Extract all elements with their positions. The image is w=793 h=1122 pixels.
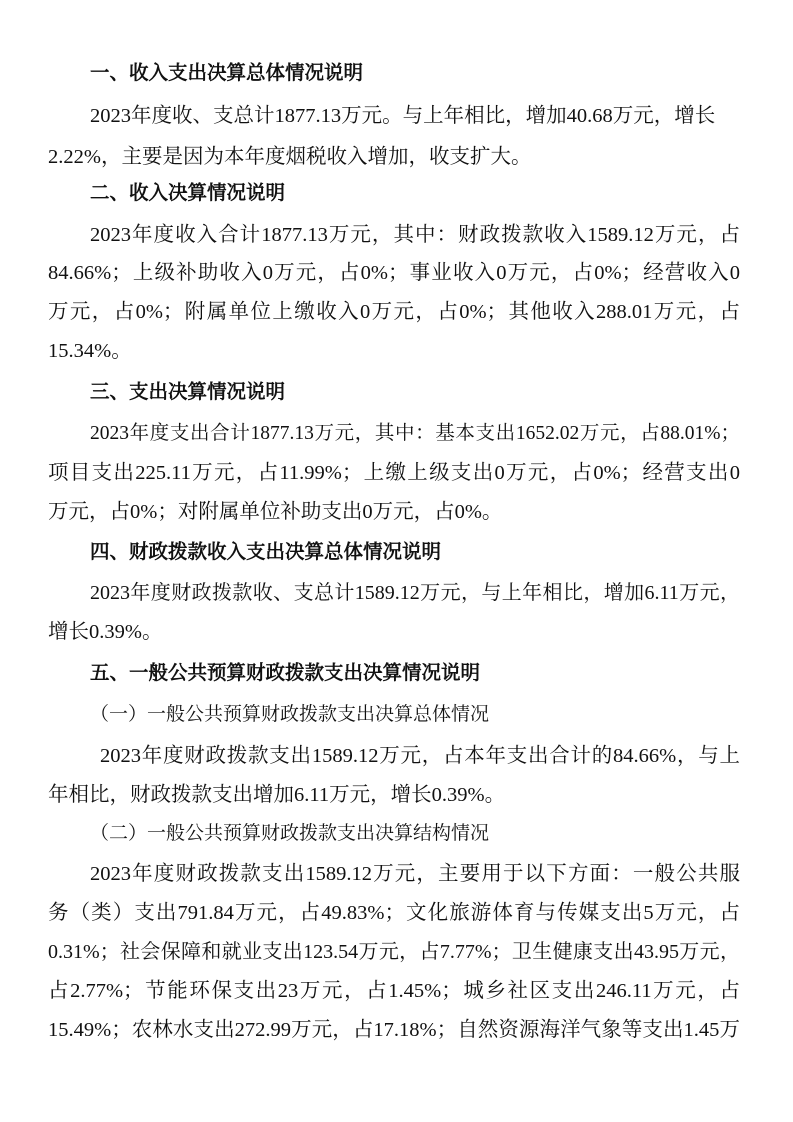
section-heading-5: 五、一般公共预算财政拨款支出决算情况说明 bbox=[90, 661, 481, 684]
subsection-heading-1: （一）一般公共预算财政拨款支出决算总体情况 bbox=[90, 703, 490, 725]
paragraph-line: 万元，占0%；附属单位上缴收入0万元，占0%；其他收入288.01万元，占 bbox=[48, 301, 740, 323]
section-heading-4: 四、财政拨款收入支出决算总体情况说明 bbox=[90, 540, 442, 563]
paragraph-line: 万元，占0%；对附属单位补助支出0万元，占0%。 bbox=[48, 501, 503, 523]
paragraph-line: 务（类）支出791.84万元，占49.83%；文化旅游体育与传媒支出5万元，占 bbox=[48, 902, 740, 924]
paragraph-line: 2023年度支出合计1877.13万元，其中：基本支出1652.02万元，占88.01%； bbox=[90, 423, 740, 444]
paragraph-line: 增长0.39%。 bbox=[48, 621, 163, 643]
subsection-heading-2: （二）一般公共预算财政拨款支出决算结构情况 bbox=[90, 822, 490, 844]
section-heading-3: 三、支出决算情况说明 bbox=[90, 380, 286, 403]
section-heading-2: 二、收入决算情况说明 bbox=[90, 181, 286, 204]
paragraph-line: 15.49%；农林水支出272.99万元，占17.18%；自然资源海洋气象等支出1.45万 bbox=[48, 1019, 740, 1041]
paragraph-line: 2023年度收入合计1877.13万元，其中：财政拨款收入1589.12万元，占 bbox=[90, 224, 740, 246]
paragraph-line: 年相比，财政拨款支出增加6.11万元，增长0.39%。 bbox=[48, 784, 506, 806]
paragraph-line: 15.34%。 bbox=[48, 340, 132, 362]
paragraph-line: 84.66%；上级补助收入0万元，占0%；事业收入0万元，占0%；经营收入0 bbox=[48, 262, 740, 284]
paragraph-line: 2023年度收、支总计1877.13万元。与上年相比，增加40.68万元，增长 bbox=[90, 105, 716, 127]
paragraph-line: 2023年度财政拨款支出1589.12万元，主要用于以下方面：一般公共服 bbox=[90, 863, 740, 885]
paragraph-line: 2023年度财政拨款收、支总计1589.12万元，与上年相比，增加6.11万元， bbox=[90, 582, 740, 604]
section-heading-1: 一、收入支出决算总体情况说明 bbox=[90, 61, 364, 84]
paragraph-line: 项目支出225.11万元，占11.99%；上缴上级支出0万元，占0%；经营支出0 bbox=[48, 462, 740, 484]
paragraph-line: 2023年度财政拨款支出1589.12万元，占本年支出合计的84.66%，与上 bbox=[100, 745, 740, 767]
paragraph-line: 占2.77%；节能环保支出23万元，占1.45%；城乡社区支出246.11万元，占 bbox=[48, 980, 740, 1002]
paragraph-line: 2.22%，主要是因为本年度烟税收入增加，收支扩大。 bbox=[48, 146, 532, 168]
paragraph-line: 0.31%；社会保障和就业支出123.54万元，占7.77%；卫生健康支出43.95万元， bbox=[48, 941, 740, 963]
